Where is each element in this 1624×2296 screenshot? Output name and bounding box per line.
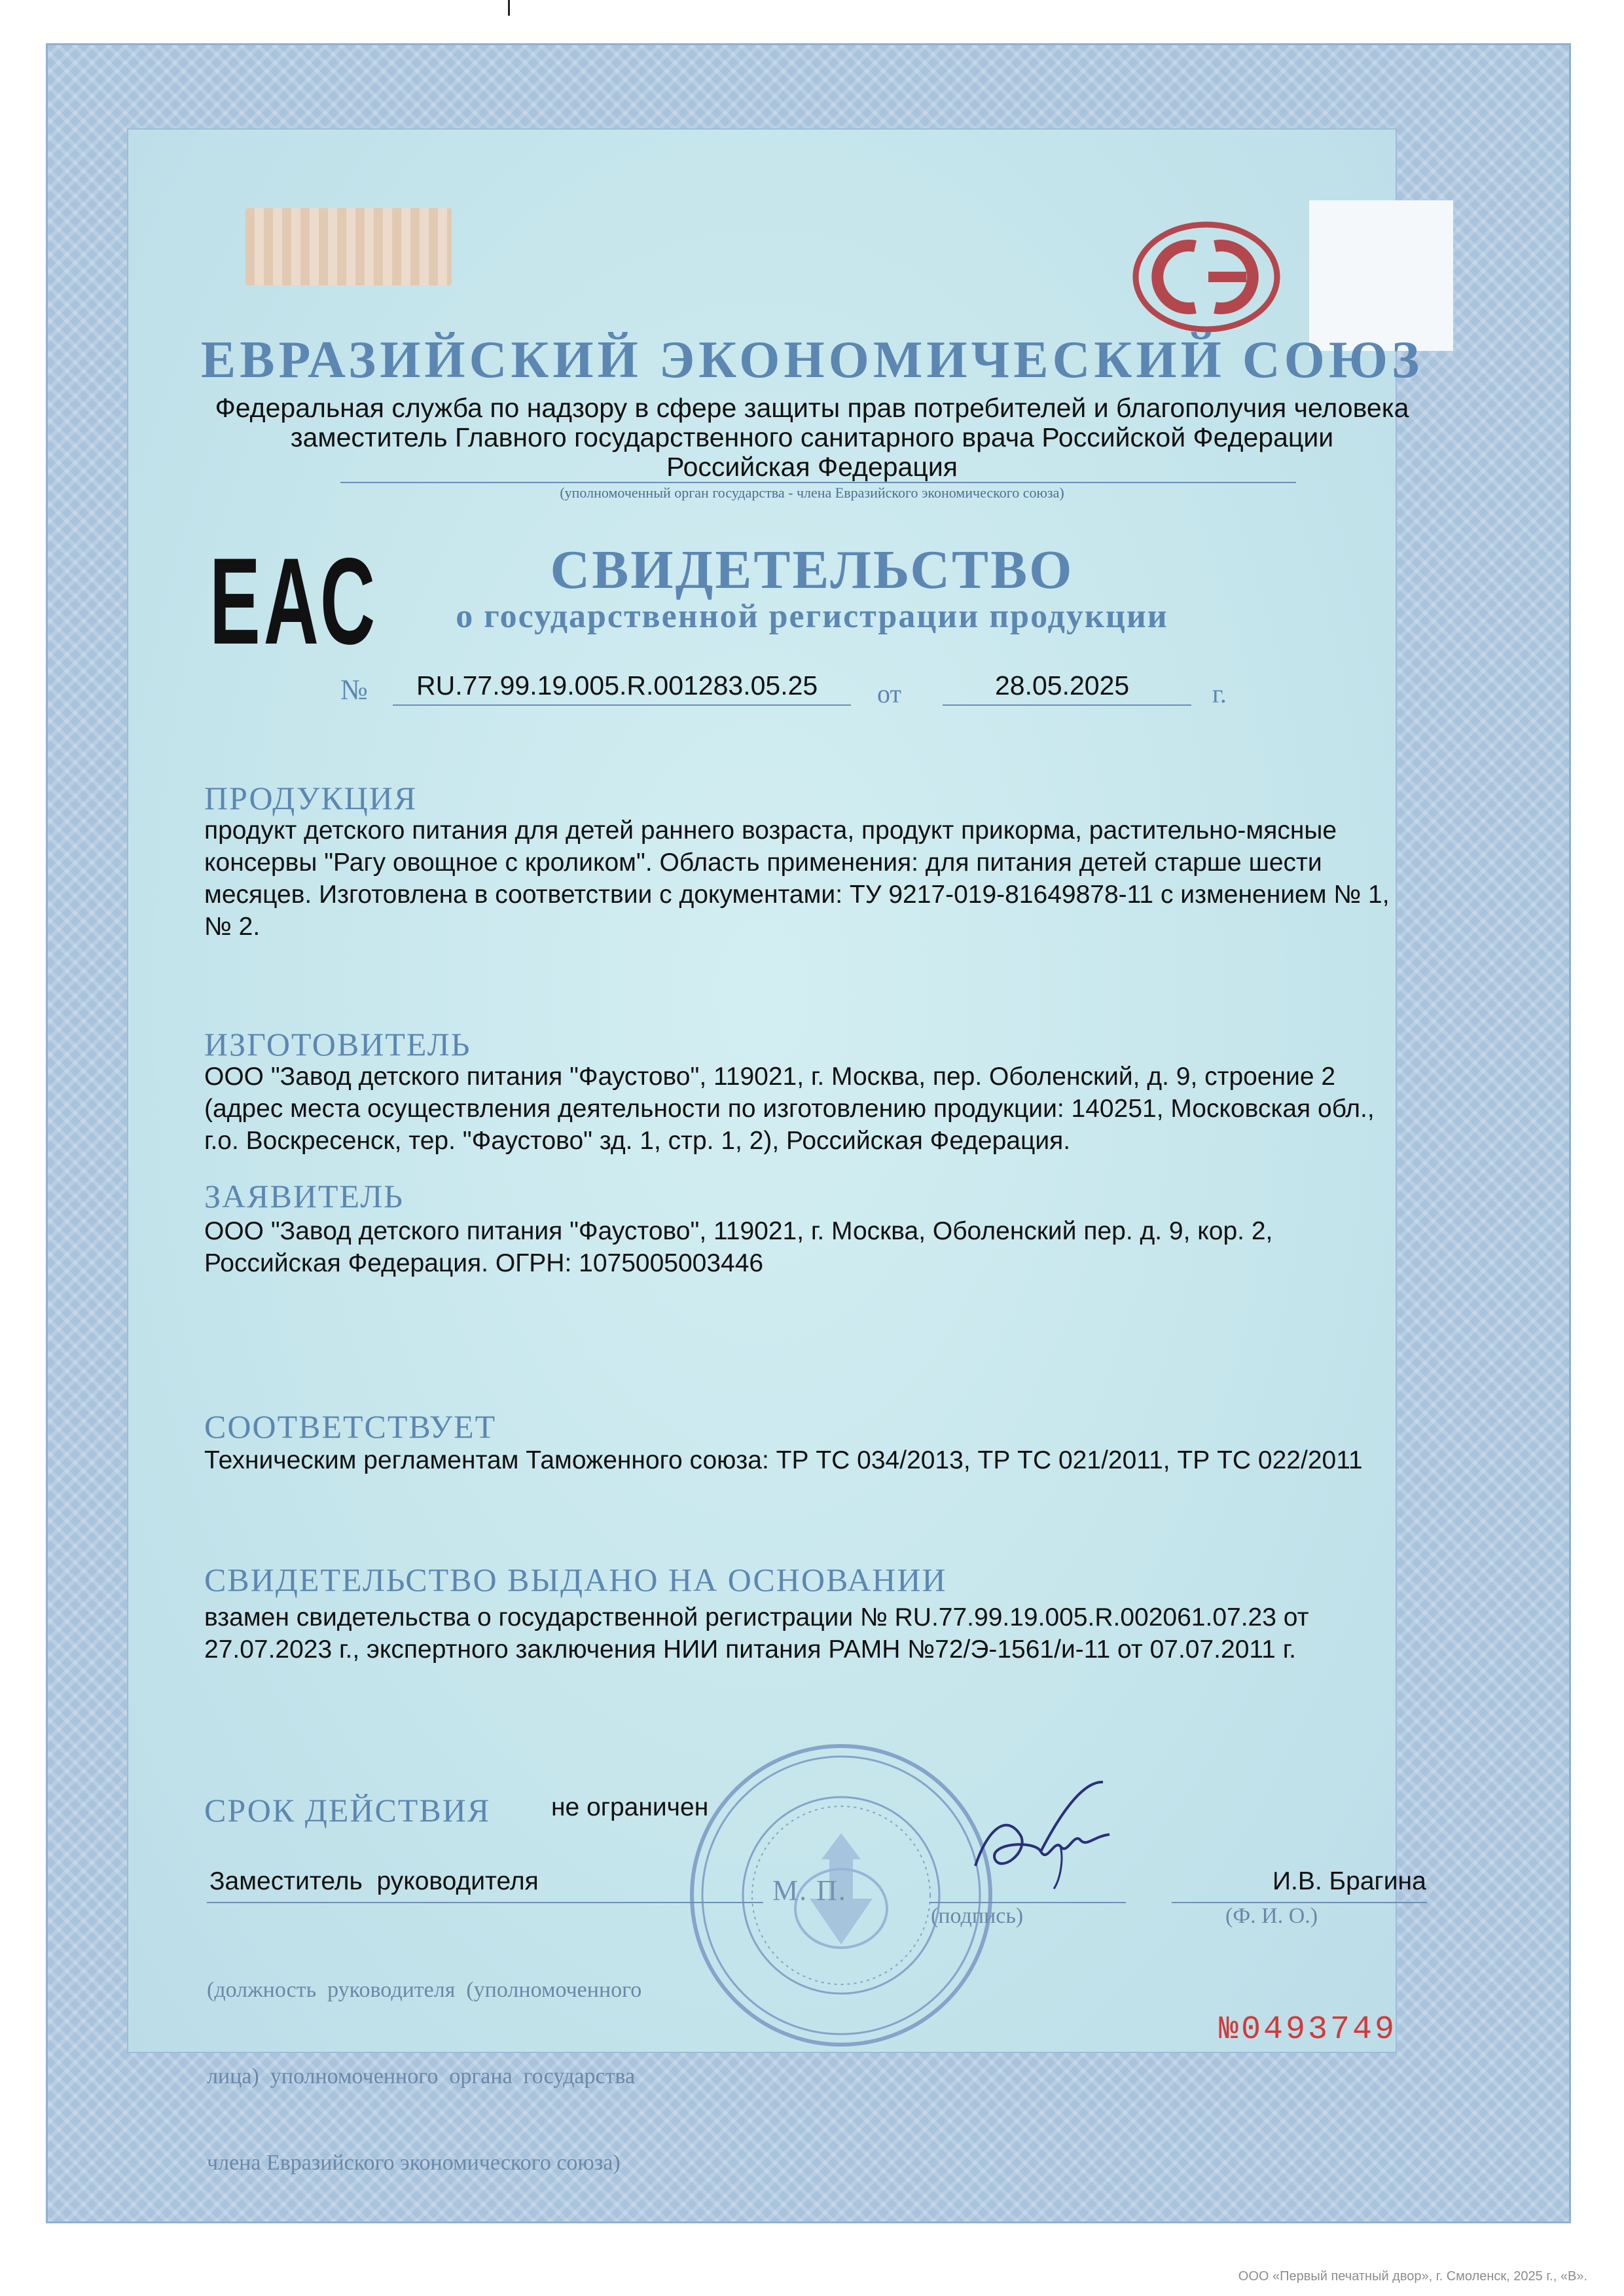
compliance-line: Техническим регламентам Таможенного союза: ТР ТС 034/2013, ТР ТС 021/2011, ТР ТС 022/2011 — [204, 1446, 1363, 1474]
name-hint: (Ф. И. О.) — [1225, 1904, 1318, 1928]
from-label: от — [877, 679, 901, 708]
product-line: месяцев. Изготовлена в соответствии с документами: ТУ 9217-019-81649878-11 с изменением № 1, — [204, 881, 1390, 909]
manufacturer-heading: ИЗГОТОВИТЕЛЬ — [204, 1026, 471, 1063]
applicant-heading: ЗАЯВИТЕЛЬ — [204, 1178, 405, 1214]
top-tick — [508, 0, 510, 16]
applicant-text — [204, 1215, 1272, 1279]
manufacturer-line: ООО "Завод детского питания "Фаустово", 119021, г. Москва, пер. Оболенский, д. 9, строение 2 — [204, 1063, 1336, 1091]
manufacturer-line: (адрес места осуществления деятельности по изготовлению продукции: 140251, Московская обл., — [204, 1095, 1375, 1123]
eac-mark: ЕАС — [209, 532, 379, 670]
basis-line: 27.07.2023 г., экспертного заключения НИИ питания РАМН №72/Э-1561/и-11 от 07.07.2011 г. — [204, 1635, 1297, 1664]
applicant-line: ООО "Завод детского питания "Фаустово", 119021, г. Москва, Оболенский пер. д. 9, кор. 2, — [204, 1217, 1273, 1245]
date-rule — [943, 704, 1191, 706]
product-line: продукт детского питания для детей раннего возраста, продукт прикорма, растительно-мясные — [204, 816, 1337, 845]
certificate-number: RU.77.99.19.005.R.001283.05.25 — [416, 670, 818, 701]
position-hint-line: лица) уполномоченного органа государства — [207, 2064, 636, 2088]
signature-hint: (подпись) — [931, 1904, 1024, 1928]
product-line: № 2. — [204, 913, 261, 941]
applicant-line: Российская Федерация. ОГРН: 1075005003446 — [204, 1249, 764, 1277]
serial-number: №0493749 — [1219, 2011, 1398, 2049]
compliance-text — [204, 1444, 1363, 1476]
agency-note: (уполномоченный орган государства - члена Евразийского экономического союза) — [560, 484, 1064, 501]
basis-text — [204, 1601, 1308, 1666]
number-label: № — [340, 674, 368, 706]
signer-name: И.В. Брагина — [1272, 1867, 1426, 1895]
position-hint — [207, 1918, 641, 2206]
certificate-title: СВИДЕТЕЛЬСТВО — [550, 539, 1074, 600]
manufacturer-line: г.о. Воскресенск, тер. "Фаустово" зд. 1, стр. 1, 2), Российская Федерация. — [204, 1127, 1071, 1155]
agency-line-2: заместитель Главного государственного санитарного врача Российской Федерации — [290, 422, 1334, 452]
certificate-subtitle: о государственной регистрации продукции — [456, 598, 1168, 635]
agency-line-1: Федеральная служба по надзору в сфере защиты прав потребителей и благополучия человека — [215, 393, 1409, 423]
name-rule — [1172, 1902, 1427, 1903]
product-text — [204, 814, 1390, 943]
signature-scribble-icon — [962, 1774, 1119, 1899]
number-rule — [393, 704, 851, 706]
signer-position: Заместитель руководителя — [209, 1867, 539, 1895]
product-line: консервы "Рагу овощное с кроликом". Область применения: для питания детей старше шести — [204, 848, 1322, 877]
basis-heading: СВИДЕТЕЛЬСТВО ВЫДАНО НА ОСНОВАНИИ — [204, 1561, 947, 1598]
sanitary-logo-icon — [1131, 220, 1282, 335]
product-heading: ПРОДУКЦИЯ — [204, 780, 418, 816]
white-patch — [1309, 200, 1453, 351]
compliance-heading: СООТВЕТСТВУЕТ — [204, 1408, 497, 1445]
basis-line: взамен свидетельства о государственной регистрации № RU.77.99.19.005.R.002061.07.23 от — [204, 1603, 1309, 1631]
certificate-date: 28.05.2025 — [995, 670, 1130, 701]
union-title: ЕВРАЗИЙСКИЙ ЭКОНОМИЧЕСКИЙ СОЮЗ — [200, 331, 1424, 389]
agency-rule — [340, 482, 1296, 483]
year-suffix: г. — [1212, 679, 1227, 708]
printer-footer: ООО «Первый печатный двор», г. Смоленск, 2025 г., «В». — [1238, 2269, 1587, 2284]
agency-line-3: Российская Федерация — [666, 452, 958, 482]
validity-value: не ограничен — [551, 1793, 709, 1821]
signature-rule — [929, 1902, 1126, 1903]
manufacturer-text — [204, 1061, 1375, 1157]
hologram-strip — [245, 208, 452, 285]
position-hint-line: (должность руководителя (уполномоченного — [207, 1978, 642, 2002]
validity-heading: СРОК ДЕЙСТВИЯ — [204, 1792, 491, 1829]
mp-label: М. П. — [772, 1874, 847, 1906]
position-hint-line: члена Евразийского экономического союза) — [207, 2151, 621, 2175]
position-rule — [207, 1902, 763, 1903]
